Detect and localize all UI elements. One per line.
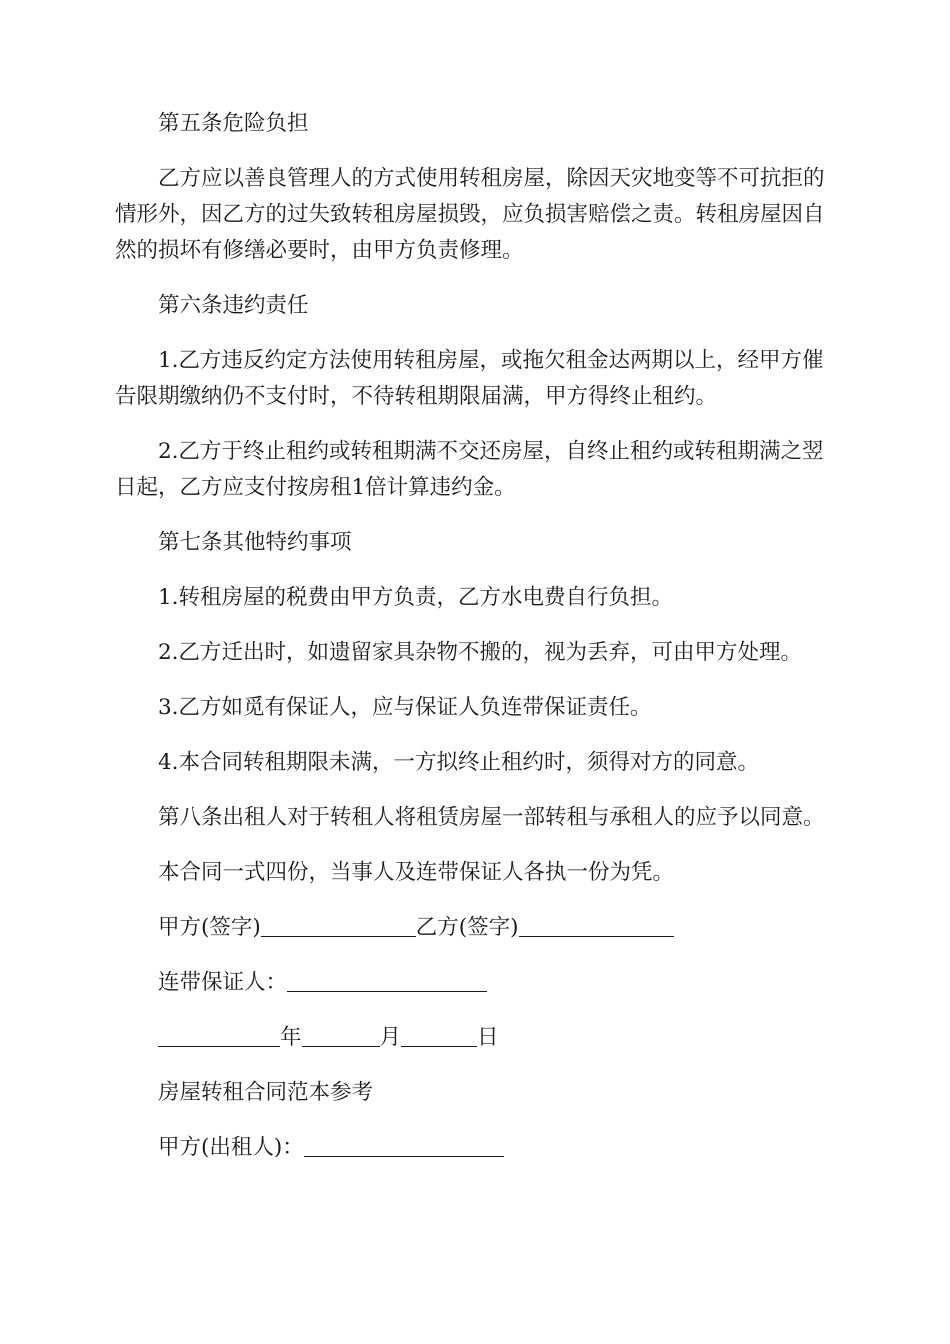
guarantor-line	[115, 965, 835, 1001]
signature-line	[115, 910, 835, 946]
party-a-signature-label: 甲方(签字)	[158, 915, 261, 940]
party-b-signature-label: 乙方(签字)	[415, 915, 519, 940]
article-7-item-3: 3.乙方如觅有保证人，应与保证人负连带保证责任。	[158, 695, 652, 720]
lessor-blank	[304, 1132, 504, 1157]
day-blank	[401, 1022, 477, 1047]
article-6-item-1: 1.乙方违反约定方法使用转租房屋，或拖欠租金达两期以上，经甲方催告限期缴纳仍不支付时，不待转租期限届满，甲方得终止租约。	[115, 348, 824, 409]
day-label: 日	[477, 1025, 499, 1050]
year-blank	[158, 1022, 280, 1047]
article-7-item-2: 2.乙方迁出时，如遗留家具杂物不搬的，视为丢弃，可由甲方处理。	[158, 640, 803, 665]
month-label: 月	[379, 1025, 402, 1050]
party-a-signature-blank	[261, 912, 416, 937]
article-6-item-2: 2.乙方于终止租约或转租期满不交还房屋，自终止租约或转租期满之翌日起，乙方应支付按房租1倍计算违约金。	[115, 439, 824, 500]
document-body	[115, 106, 835, 1166]
lessor-label: 甲方(出租人)：	[158, 1135, 304, 1160]
next-contract-title: 房屋转租合同范本参考	[158, 1080, 374, 1105]
article-6-heading: 第六条违约责任	[158, 293, 309, 318]
article-8-text: 第八条出租人对于转租人将租赁房屋一部转租与承租人的应予以同意。	[158, 805, 825, 830]
article-7-item-4: 4.本合同转租期限未满，一方拟终止租约时，须得对方的同意。	[158, 750, 760, 775]
guarantor-blank	[287, 967, 487, 992]
copies-statement: 本合同一式四份，当事人及连带保证人各执一份为凭。	[158, 860, 675, 885]
article-5-text: 乙方应以善良管理人的方式使用转租房屋，除因天灾地变等不可抗拒的情形外，因乙方的过失致转租房屋损毁，应负损害赔偿之责。转租房屋因自然的损坏有修缮必要时，由甲方负责修理。	[115, 166, 825, 263]
guarantor-label: 连带保证人：	[158, 970, 288, 995]
date-line	[115, 1020, 835, 1056]
lessor-line	[115, 1130, 835, 1166]
month-blank	[302, 1022, 380, 1047]
article-7-heading: 第七条其他特约事项	[158, 530, 352, 555]
article-5-heading: 第五条危险负担	[158, 111, 309, 136]
year-label: 年	[280, 1025, 302, 1050]
article-7-item-1: 1.转租房屋的税费由甲方负责，乙方水电费自行负担。	[158, 585, 674, 610]
party-b-signature-blank	[519, 912, 674, 937]
